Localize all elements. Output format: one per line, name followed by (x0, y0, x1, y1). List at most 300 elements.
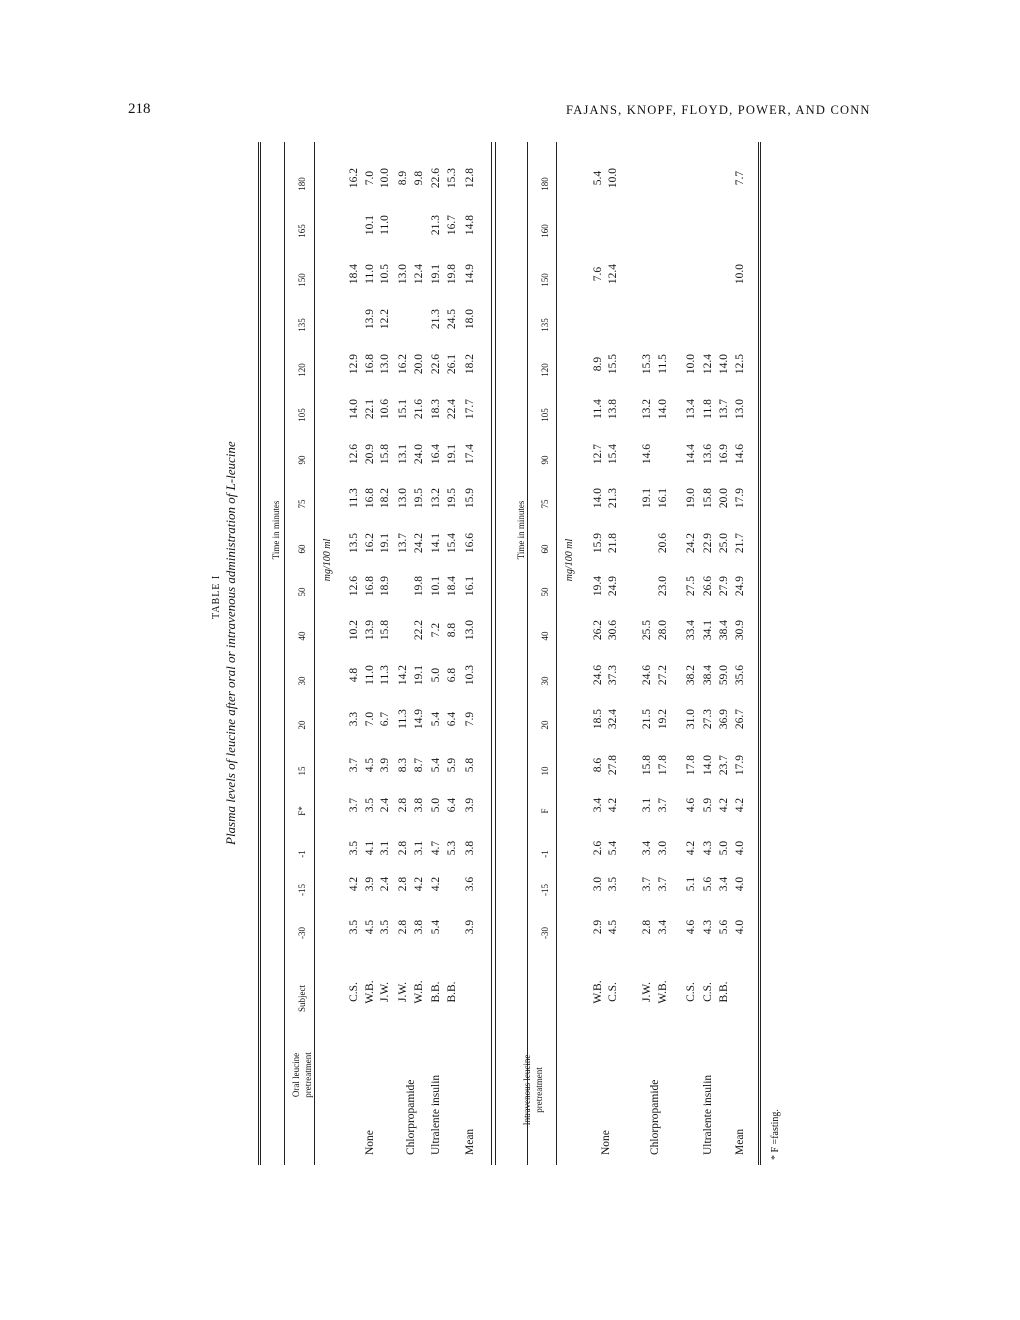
table-cell: 10.1 (364, 214, 376, 236)
table-cell: 3.0 (592, 876, 604, 892)
table-cell: 14.1 (430, 532, 442, 554)
table-cell: 13.1 (397, 443, 409, 465)
oral-column-header: 120 (297, 363, 307, 377)
iv-column-header: -30 (540, 927, 550, 939)
row-subject: B.B. (446, 981, 458, 1003)
table-cell: 16.8 (364, 353, 376, 375)
table-cell: 14.4 (685, 443, 697, 465)
table-cell: 31.0 (685, 708, 697, 730)
iv-column-header: 90 (540, 455, 550, 465)
table-cell: 18.4 (348, 263, 360, 285)
table-cell: 2.8 (397, 840, 409, 856)
table-cell: 10.0 (685, 353, 697, 375)
iv-column-header: 60 (540, 544, 550, 554)
table-cell: 16.8 (364, 487, 376, 509)
table-cell: 11.8 (702, 399, 714, 419)
oral-column-header: 75 (297, 499, 307, 509)
row-subject: B.B. (718, 981, 730, 1003)
table-cell: 27.3 (702, 708, 714, 730)
table-cell: 19.1 (446, 443, 458, 465)
table-cell: 3.8 (413, 797, 425, 813)
footnote: * F =fasting. (770, 1109, 781, 1160)
table-cell: 15.8 (379, 619, 391, 641)
table-cell: 16.8 (364, 575, 376, 597)
table-cell: 8.6 (592, 757, 604, 773)
table-cell: 11.0 (379, 215, 391, 235)
table-cell: 59.0 (718, 664, 730, 686)
table-cell: 38.4 (702, 664, 714, 686)
table-cell: 13.4 (685, 398, 697, 420)
row-group-label: Mean (464, 1128, 476, 1155)
table-cell: 20.0 (413, 353, 425, 375)
table-cell: 15.8 (641, 754, 653, 776)
table-cell: 5.1 (685, 876, 697, 892)
table-cell: 15.8 (379, 443, 391, 465)
table-cell: 13.0 (379, 353, 391, 375)
table-cell: 14.9 (464, 263, 476, 285)
table-cell: 5.4 (430, 757, 442, 773)
table-cell: 24.2 (413, 532, 425, 554)
iv-bottom-rule (758, 142, 761, 1165)
oral-top-rule (258, 142, 261, 1165)
table-cell: 21.3 (430, 308, 442, 330)
table-label: TABLE I (211, 574, 222, 619)
row-subject: B.B. (430, 981, 442, 1003)
table-cell: 11.3 (348, 488, 360, 508)
table-cell: 19.0 (685, 487, 697, 509)
table-cell: 24.0 (413, 443, 425, 465)
table-cell: 19.1 (413, 664, 425, 686)
table-cell: 22.6 (430, 353, 442, 375)
table-cell: 26.7 (734, 708, 746, 730)
table-cell: 4.0 (734, 919, 746, 935)
iv-column-header: 180 (540, 177, 550, 191)
table-cell: 5.9 (446, 757, 458, 773)
table-cell: 27.2 (657, 664, 669, 686)
iv-column-header: 20 (540, 720, 550, 730)
rotated-table (211, 142, 790, 1165)
table-cell: 22.6 (430, 167, 442, 189)
table-cell: 3.1 (379, 840, 391, 856)
table-cell: 13.2 (430, 487, 442, 509)
table-cell: 4.7 (430, 840, 442, 856)
table-cell: 15.8 (702, 487, 714, 509)
table-cell: 12.6 (348, 575, 360, 597)
iv-column-header: 135 (540, 318, 550, 332)
table-cell: 15.3 (641, 353, 653, 375)
table-cell: 13.7 (718, 398, 730, 420)
iv-column-header: -1 (540, 850, 550, 858)
table-cell: 8.7 (413, 757, 425, 773)
row-group-label: Chlorpropamide (649, 1079, 661, 1155)
iv-column-header: 150 (540, 273, 550, 287)
table-cell: 26.6 (702, 575, 714, 597)
table-cell: 12.8 (464, 167, 476, 189)
table-cell: 13.8 (607, 398, 619, 420)
table-cell: 10.2 (348, 619, 360, 641)
table-cell: 13.7 (397, 532, 409, 554)
table-cell: 4.5 (364, 919, 376, 935)
iv-column-header: 40 (540, 631, 550, 641)
table-cell: 27.9 (718, 575, 730, 597)
table-cell: 10.5 (379, 263, 391, 285)
table-cell: 3.6 (464, 876, 476, 892)
table-cell: 7.9 (464, 711, 476, 727)
table-cell: 12.9 (348, 353, 360, 375)
table-cell: 17.4 (464, 443, 476, 465)
table-cell: 3.9 (464, 797, 476, 813)
iv-column-header: -15 (540, 884, 550, 896)
table-cell: 2.6 (592, 840, 604, 856)
table-cell: 13.2 (641, 398, 653, 420)
table-cell: 12.6 (348, 443, 360, 465)
oral-bottom-rule (491, 142, 492, 1165)
table-cell: 14.0 (592, 487, 604, 509)
iv-column-header: 50 (540, 587, 550, 597)
table-cell: 10.0 (379, 167, 391, 189)
table-cell: 23.0 (657, 575, 669, 597)
table-cell: 21.7 (734, 532, 746, 554)
table-cell: 11.3 (379, 665, 391, 685)
row-subject: C.S. (685, 982, 697, 1002)
table-cell: 35.6 (734, 664, 746, 686)
table-cell: 13.9 (364, 619, 376, 641)
table-cell: 3.7 (348, 797, 360, 813)
table-cell: 3.7 (657, 876, 669, 892)
table-cell: 4.2 (607, 797, 619, 813)
table-cell: 17.7 (464, 398, 476, 420)
table-cell: 19.1 (430, 263, 442, 285)
table-cell: 17.8 (657, 754, 669, 776)
table-cell: 5.6 (718, 919, 730, 935)
table-cell: 4.5 (364, 757, 376, 773)
oral-column-header: -30 (297, 927, 307, 939)
table-cell: 30.9 (734, 619, 746, 641)
table-cell: 15.9 (592, 532, 604, 554)
table-cell: 20.6 (657, 532, 669, 554)
table-cell: 16.1 (657, 487, 669, 509)
oral-column-header: 150 (297, 273, 307, 287)
table-cell: 5.9 (702, 797, 714, 813)
iv-column-header: 30 (540, 676, 550, 686)
table-cell: 26.2 (592, 619, 604, 641)
row-group-label: Ultralente insulin (430, 1074, 442, 1155)
table-cell: 7.0 (364, 711, 376, 727)
table-cell: 10.6 (379, 398, 391, 420)
table-cell: 16.9 (718, 443, 730, 465)
table-cell: 5.4 (607, 840, 619, 856)
oral-column-header: 30 (297, 676, 307, 686)
table-cell: 6.4 (446, 797, 458, 813)
table-cell: 19.1 (379, 532, 391, 554)
table-cell: 25.5 (641, 619, 653, 641)
table-cell: 12.4 (413, 263, 425, 285)
table-cell: 19.4 (592, 575, 604, 597)
table-cell: 22.1 (364, 398, 376, 420)
table-cell: 21.3 (430, 214, 442, 236)
table-cell: 21.6 (413, 398, 425, 420)
table-cell: 17.9 (734, 754, 746, 776)
row-group-label: None (364, 1130, 376, 1155)
oral-column-header: 90 (297, 455, 307, 465)
table-cell: 5.4 (430, 919, 442, 935)
table-cell: 3.5 (607, 876, 619, 892)
table-cell: 10.1 (430, 575, 442, 597)
oral-column-header: 165 (297, 224, 307, 238)
table-cell: 5.0 (718, 840, 730, 856)
table-caption: Plasma levels of leucine after oral or intravenous administration of L-leucine (223, 441, 238, 845)
table-cell: 3.5 (364, 797, 376, 813)
oral-column-header: 60 (297, 544, 307, 554)
table-cell: 3.3 (348, 711, 360, 727)
table-cell: 7.0 (364, 170, 376, 186)
table-cell: 4.6 (685, 919, 697, 935)
time-header-rule (284, 142, 285, 1165)
oral-column-header: 180 (297, 177, 307, 191)
table-cell: 16.2 (348, 167, 360, 189)
table-cell: 30.6 (607, 619, 619, 641)
table-cell: 10.3 (464, 664, 476, 686)
table-cell: 4.2 (734, 797, 746, 813)
iv-column-header: 120 (540, 363, 550, 377)
table-cell: 11.5 (657, 354, 669, 374)
table-cell: 15.5 (607, 353, 619, 375)
table-cell: 24.9 (607, 575, 619, 597)
row-subject: J.W. (397, 981, 409, 1003)
table-cell: 14.0 (718, 353, 730, 375)
oral-column-header: F* (297, 806, 307, 816)
row-subject: J.W. (641, 981, 653, 1003)
table-cell: 4.2 (413, 876, 425, 892)
row-subject: C.S. (348, 982, 360, 1002)
table-cell: 12.5 (734, 353, 746, 375)
table-cell: 18.5 (592, 708, 604, 730)
table-cell: 12.4 (607, 263, 619, 285)
table-cell: 34.1 (702, 619, 714, 641)
table-cell: 2.4 (379, 797, 391, 813)
iv-column-header: 160 (540, 224, 550, 238)
table-cell: 17.9 (734, 487, 746, 509)
page-number: 218 (128, 101, 151, 117)
table-cell: 3.4 (592, 797, 604, 813)
oral-column-header: 135 (297, 318, 307, 332)
table-cell: 18.2 (379, 487, 391, 509)
table-cell: 2.4 (379, 876, 391, 892)
table-cell: 19.8 (446, 263, 458, 285)
table-cell: 19.1 (641, 487, 653, 509)
row-subject: C.S. (607, 982, 619, 1002)
row-subject: W.B. (592, 980, 604, 1004)
units-label: mg/100 ml (322, 538, 333, 582)
row-group-label: Mean (734, 1128, 746, 1155)
row-subject: W.B. (657, 980, 669, 1004)
subject-header: Subject (297, 985, 307, 1012)
table-cell: 3.4 (718, 876, 730, 892)
table-cell: 3.5 (348, 919, 360, 935)
table-cell: 13.0 (464, 619, 476, 641)
table-cell: 2.9 (592, 919, 604, 935)
table-cell: 15.9 (464, 487, 476, 509)
table-cell: 14.0 (702, 754, 714, 776)
row-subject: W.B. (413, 980, 425, 1004)
table-cell: 15.4 (446, 532, 458, 554)
table-cell: 28.0 (657, 619, 669, 641)
table-cell: 3.1 (641, 797, 653, 813)
table-cell: 2.8 (397, 919, 409, 935)
table-cell: 17.8 (685, 754, 697, 776)
table-cell: 8.8 (446, 622, 458, 638)
table-cell: 7.2 (430, 622, 442, 638)
table-cell: 4.2 (718, 797, 730, 813)
table-cell: 10.0 (607, 167, 619, 189)
table-cell: 3.5 (348, 840, 360, 856)
table-cell: 3.5 (379, 919, 391, 935)
table-cell: 16.4 (430, 443, 442, 465)
table-cell: 4.2 (685, 840, 697, 856)
table-cell: 12.4 (702, 353, 714, 375)
table-cell: 6.7 (379, 711, 391, 727)
time-in-minutes-header-iv: Time in minutes (516, 500, 526, 560)
table-cell: 4.8 (348, 667, 360, 683)
oral-column-header: -1 (297, 850, 307, 858)
table-cell: 11.0 (364, 665, 376, 685)
table-cell: 5.6 (702, 876, 714, 892)
table-cell: 3.7 (641, 876, 653, 892)
table-cell: 7.6 (592, 266, 604, 282)
table-cell: 18.0 (464, 308, 476, 330)
table-cell: 33.4 (685, 619, 697, 641)
oral-column-header: -15 (297, 884, 307, 896)
table-cell: 20.0 (718, 487, 730, 509)
table-cell: 38.2 (685, 664, 697, 686)
time-in-minutes-header: Time in minutes (271, 500, 281, 560)
iv-column-header: 105 (540, 408, 550, 422)
table-cell: 4.2 (430, 876, 442, 892)
table-cell: 21.5 (641, 708, 653, 730)
table-cell: 19.2 (657, 708, 669, 730)
table-cell: 2.8 (641, 919, 653, 935)
table-cell: 8.9 (397, 170, 409, 186)
table-cell: 2.8 (397, 797, 409, 813)
table-cell: 27.8 (607, 754, 619, 776)
table-cell: 3.4 (641, 840, 653, 856)
table-cell: 3.7 (348, 757, 360, 773)
table-cell: 15.4 (607, 443, 619, 465)
table-cell: 16.2 (397, 353, 409, 375)
row-group-label: None (600, 1130, 612, 1155)
table-cell: 13.9 (364, 308, 376, 330)
table-cell: 15.1 (397, 398, 409, 420)
oral-header-rule (314, 142, 315, 1165)
table-cell: 6.4 (446, 711, 458, 727)
table-cell: 13.0 (397, 263, 409, 285)
table-cell: 10.0 (734, 263, 746, 285)
table-cell: 25.0 (718, 532, 730, 554)
iv-header-rule (556, 142, 557, 1165)
iv-column-header: 75 (540, 499, 550, 509)
table-cell: 4.3 (702, 919, 714, 935)
table-cell: 4.3 (702, 840, 714, 856)
row-subject: W.B. (364, 980, 376, 1004)
table-cell: 5.4 (592, 170, 604, 186)
table-cell: 24.9 (734, 575, 746, 597)
table-cell: 36.9 (718, 708, 730, 730)
table-cell: 14.6 (734, 443, 746, 465)
oral-column-header: 50 (297, 587, 307, 597)
table-cell: 37.3 (607, 664, 619, 686)
table-cell: 38.4 (718, 619, 730, 641)
table-cell: 22.4 (446, 398, 458, 420)
table-cell: 22.2 (413, 619, 425, 641)
row-subject: J.W. (379, 981, 391, 1003)
table-cell: 16.1 (464, 575, 476, 597)
table-cell: 11.3 (397, 709, 409, 729)
table-cell: 8.3 (397, 757, 409, 773)
table-cell: 4.1 (364, 840, 376, 856)
table-cell: 14.0 (657, 398, 669, 420)
table-cell: 16.6 (464, 532, 476, 554)
table-cell: 11.4 (592, 399, 604, 419)
oral-column-header: 20 (297, 720, 307, 730)
table-cell: 24.6 (592, 664, 604, 686)
table-cell: 9.8 (413, 170, 425, 186)
table-cell: 3.4 (657, 919, 669, 935)
table-cell: 18.4 (446, 575, 458, 597)
table-cell: 18.9 (379, 575, 391, 597)
table-cell: 19.8 (413, 575, 425, 597)
table-cell: 3.8 (413, 919, 425, 935)
table-cell: 3.7 (657, 797, 669, 813)
iv-column-header: F (540, 808, 550, 814)
row-subject: C.S. (702, 982, 714, 1002)
table-cell: 4.6 (685, 797, 697, 813)
table-cell: 13.6 (702, 443, 714, 465)
table-cell: 18.2 (464, 353, 476, 375)
oral-column-header: 15 (297, 766, 307, 776)
table-cell: 3.9 (364, 876, 376, 892)
oral-group-header-line: Oral leucine pretreatment (291, 1052, 313, 1098)
table-cell: 26.1 (446, 353, 458, 375)
table-cell: 3.9 (464, 919, 476, 935)
table-cell: 18.3 (430, 398, 442, 420)
table-cell: 3.1 (413, 840, 425, 856)
table-cell: 14.0 (348, 398, 360, 420)
table-cell: 15.3 (446, 167, 458, 189)
running-head: FAJANS, KNOPF, FLOYD, POWER, AND CONN (566, 103, 871, 117)
table-cell: 21.3 (607, 487, 619, 509)
table-cell: 12.7 (592, 443, 604, 465)
table-cell: 13.0 (397, 487, 409, 509)
table-cell: 22.9 (702, 532, 714, 554)
table-cell: 3.0 (657, 840, 669, 856)
table-cell: 24.2 (685, 532, 697, 554)
table-cell: 3.9 (379, 757, 391, 773)
table-cell: 16.2 (364, 532, 376, 554)
table-cell: 4.0 (734, 840, 746, 856)
table-cell: 7.7 (734, 170, 746, 186)
iv-column-header: 10 (540, 766, 550, 776)
table-cell: 27.5 (685, 575, 697, 597)
iv-group-header: Intravenous leucine pretreatment (522, 1054, 544, 1126)
table-cell: 12.2 (379, 308, 391, 330)
row-group-label: Ultralente insulin (702, 1074, 714, 1155)
table-cell: 5.0 (430, 797, 442, 813)
table-cell: 3.8 (464, 840, 476, 856)
table-cell: 13.0 (734, 398, 746, 420)
table-cell: 19.5 (413, 487, 425, 509)
table-cell: 21.8 (607, 532, 619, 554)
table-cell: 24.5 (446, 308, 458, 330)
